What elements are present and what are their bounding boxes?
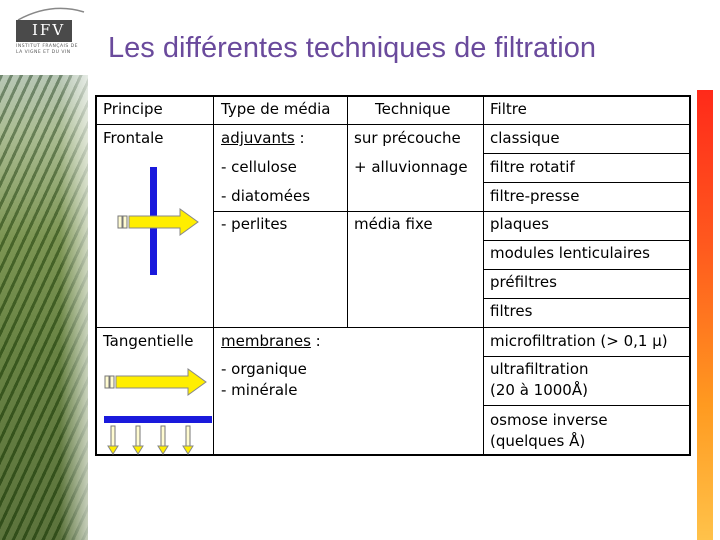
- technique-item: média fixe: [354, 215, 433, 233]
- row-divider: [483, 356, 690, 357]
- filtre-item: filtre-presse: [490, 187, 580, 205]
- logo-text: IFV: [32, 21, 66, 39]
- filtre-item: classique: [490, 129, 560, 147]
- filtre-item: filtres: [490, 302, 533, 320]
- filtre-item: microfiltration (> 0,1 µ): [490, 332, 668, 350]
- filtre-item: (20 à 1000Å): [490, 381, 588, 399]
- principe-tangentielle: Tangentielle: [103, 332, 194, 350]
- filtre-item: modules lenticulaires: [490, 244, 650, 262]
- media-item: - minérale: [221, 381, 298, 399]
- ifv-logo: [10, 6, 90, 66]
- filtre-item: osmose inverse: [490, 411, 608, 429]
- tangentielle-filtration-diagram: [100, 368, 215, 456]
- column-divider: [483, 96, 484, 455]
- media-item: - organique: [221, 360, 307, 378]
- media-membranes: [221, 332, 321, 351]
- filter-membrane: [104, 416, 212, 423]
- header-technique: Technique: [375, 100, 451, 118]
- media-item: - cellulose: [221, 158, 297, 176]
- vineyard-photo-fade: [60, 75, 90, 540]
- filtre-item: ultrafiltration: [490, 360, 589, 378]
- header-filtre: Filtre: [490, 100, 527, 118]
- media-adjuvants-colon: :: [294, 129, 305, 147]
- slide-title: Les différentes techniques de filtration: [108, 32, 596, 64]
- row-divider: [96, 327, 690, 328]
- row-divider: [213, 211, 690, 212]
- media-item: - diatomées: [221, 187, 311, 205]
- media-item: - perlites: [221, 215, 288, 233]
- column-divider: [347, 96, 348, 327]
- media-adjuvants: [221, 129, 305, 148]
- row-divider: [96, 124, 690, 125]
- decorative-side-bar: [697, 90, 713, 540]
- filtre-item: préfiltres: [490, 273, 557, 291]
- filtre-item: plaques: [490, 215, 549, 233]
- technique-item: sur précouche: [354, 129, 461, 147]
- row-divider: [483, 182, 690, 183]
- flow-arrow-icon: [118, 209, 198, 235]
- row-divider: [483, 240, 690, 241]
- filtre-item: filtre rotatif: [490, 158, 575, 176]
- row-divider: [483, 153, 690, 154]
- row-divider: [483, 405, 690, 406]
- media-adjuvants-title: adjuvants: [221, 129, 295, 147]
- logo-subtitle: INSTITUT FRANÇAIS DE LA VIGNE ET DU VIN: [16, 44, 78, 55]
- permeate-arrows-icon: [108, 426, 193, 454]
- header-principe: Principe: [103, 100, 163, 118]
- frontale-filtration-diagram: [112, 165, 202, 277]
- row-divider: [483, 298, 690, 299]
- technique-item: + alluvionnage: [354, 158, 468, 176]
- media-membranes-title: membranes: [221, 332, 311, 350]
- tangential-flow-arrow-icon: [105, 369, 206, 395]
- filtre-item: (quelques Å): [490, 432, 586, 450]
- row-divider: [483, 269, 690, 270]
- header-type-media: Type de média: [221, 100, 331, 118]
- media-membranes-colon: :: [310, 332, 321, 350]
- principe-frontale: Frontale: [103, 129, 164, 147]
